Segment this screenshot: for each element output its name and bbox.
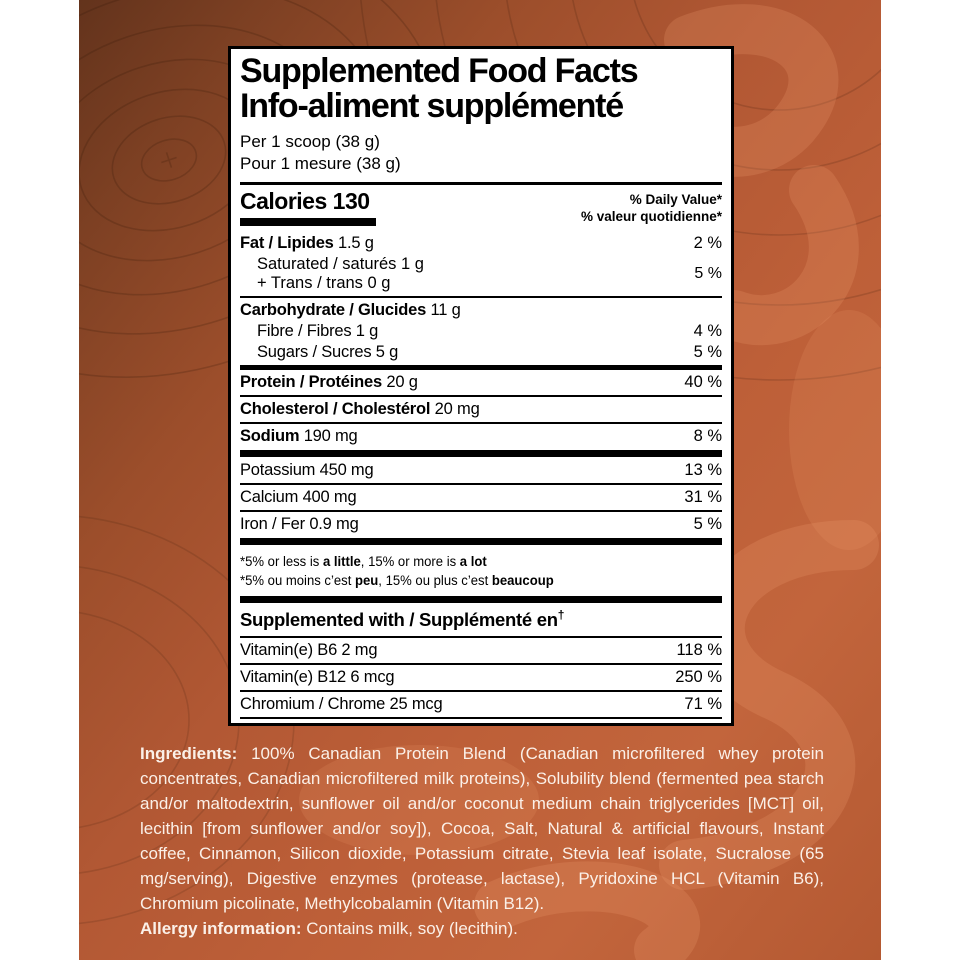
- nutrient-name: Vitamin(e) B12 6 mcg: [240, 668, 395, 687]
- calories-row: [240, 188, 722, 226]
- nutrient-name: Calcium 400 mg: [240, 488, 357, 506]
- daily-value-percent: 5 %: [694, 265, 722, 282]
- allergy-text: Contains milk, soy (lecithin).: [301, 919, 518, 938]
- divider-thin: [240, 690, 722, 692]
- footnote-line: *5% or less is a little, 15% or more is a lot: [240, 554, 487, 569]
- nutrient-row: [240, 342, 722, 363]
- divider-thin: [240, 663, 722, 665]
- nutrient-row: [240, 399, 722, 420]
- supplemented-with-header: Supplemented with / Supplémenté en†: [240, 608, 565, 631]
- nutrient-name: + Trans / trans 0 g: [257, 274, 391, 292]
- nutrient-name: Potassium 450 mg: [240, 461, 374, 479]
- daily-value-en: % Daily Value*: [629, 192, 722, 207]
- allergy-label: Allergy information:: [140, 919, 302, 938]
- divider-top: [240, 182, 722, 185]
- daily-value-footnotes: [240, 548, 722, 593]
- daily-value-percent: 118 %: [676, 641, 722, 660]
- daily-value-percent: 5 %: [693, 515, 722, 533]
- daily-value-percent: 4 %: [693, 322, 722, 340]
- nutrient-name: Sodium 190 mg: [240, 427, 358, 445]
- daily-value-percent: 250 %: [675, 668, 722, 687]
- nutrient-name: Protein / Protéines 20 g: [240, 373, 418, 391]
- nutrient-name: Carbohydrate / Glucides 11 g: [240, 301, 461, 319]
- ingredients-paragraph: [140, 741, 824, 916]
- daily-value-fr: % valeur quotidienne*: [580, 209, 722, 224]
- nutrient-subrow-group: [240, 254, 722, 294]
- divider-thick: [240, 538, 722, 545]
- serving-size-en: Per 1 scoop (38 g): [240, 132, 380, 151]
- nutrient-row: [240, 487, 722, 508]
- nutrient-name: Iron / Fer 0.9 mg: [240, 515, 359, 533]
- ingredients-label: Ingredients:: [140, 744, 238, 763]
- divider-thin: [240, 717, 722, 719]
- ingredients-section: [140, 741, 824, 941]
- daily-value-percent: 71 %: [684, 695, 722, 714]
- nutrient-row: [240, 640, 722, 661]
- daily-value-percent: 40 %: [684, 373, 722, 391]
- nutrient-name: Vitamin(e) B6 2 mg: [240, 641, 378, 660]
- daily-value-header: [581, 188, 722, 225]
- nutrient-row: [240, 460, 722, 481]
- dagger-note-line: [240, 724, 708, 726]
- allergy-paragraph: [140, 916, 824, 941]
- dagger-footnotes: [240, 721, 722, 726]
- label-title-en: Supplemented Food Facts: [240, 52, 638, 90]
- nutrient-row: [240, 372, 722, 393]
- daily-value-percent: 31 %: [684, 488, 722, 506]
- nutrient-row: [240, 667, 722, 688]
- supplemented-food-facts-label: [228, 46, 734, 726]
- nutrient-row: [240, 694, 722, 715]
- serving-size-fr: Pour 1 mesure (38 g): [240, 154, 401, 173]
- footnote-line: *5% ou moins c’est peu, 15% ou plus c’est beaucoup: [240, 573, 554, 588]
- nutrient-name: Chromium / Chrome 25 mcg: [240, 695, 443, 714]
- nutrient-name: Sugars / Sucres 5 g: [257, 343, 399, 361]
- divider-thin: [240, 510, 722, 512]
- divider-thick: [240, 596, 722, 603]
- daily-value-percent: 5 %: [693, 343, 722, 361]
- ingredients-text: 100% Canadian Protein Blend (Canadian microfiltered whey protein concentrates, Canadian microfiltered milk proteins), Solubility blend (fermented pea starch and/or maltodextrin, sunflower oil and/or coconut medium chain triglycerides [MCT] oil, lecithin [from sunflower and/or soy]), Cocoa, Salt, Natural & artificial flavours, Instant coffee, Cinnamon, Silicon dioxide, Potassium citrate, Stevia leaf isolate, Sucralose (65 mg/serving), Digestive enzymes (protease, lactase), Pyridoxine HCL (Vitamin B6), Chromium picolinate, Methylcobalamin (Vitamin B12).: [140, 744, 824, 913]
- daily-value-percent: 8 %: [693, 427, 722, 445]
- nutrient-row: [240, 300, 722, 321]
- nutrient-row: [240, 514, 722, 535]
- divider-thin: [240, 636, 722, 638]
- nutrient-row: [240, 321, 722, 342]
- daily-value-percent: 2 %: [693, 234, 722, 252]
- daily-value-percent: 13 %: [684, 461, 722, 479]
- divider-thin: [240, 422, 722, 424]
- divider-med: [240, 365, 722, 370]
- nutrient-name: Fibre / Fibres 1 g: [257, 322, 379, 340]
- calories-value: Calories 130: [240, 188, 376, 226]
- divider-thick: [240, 450, 722, 457]
- label-title-fr: Info-aliment supplémenté: [240, 87, 624, 125]
- divider-thin: [240, 395, 722, 397]
- nutrient-name: Cholesterol / Cholestérol 20 mg: [240, 400, 480, 418]
- nutrient-row: [240, 426, 722, 447]
- nutrient-name: Saturated / saturés 1 g: [257, 255, 424, 273]
- divider-thin: [240, 483, 722, 485]
- supplement-rows: [240, 640, 722, 719]
- nutrient-row: [240, 233, 722, 254]
- divider-thin: [240, 296, 722, 298]
- nutrient-name: Fat / Lipides 1.5 g: [240, 234, 374, 252]
- nutrient-rows: [240, 233, 722, 545]
